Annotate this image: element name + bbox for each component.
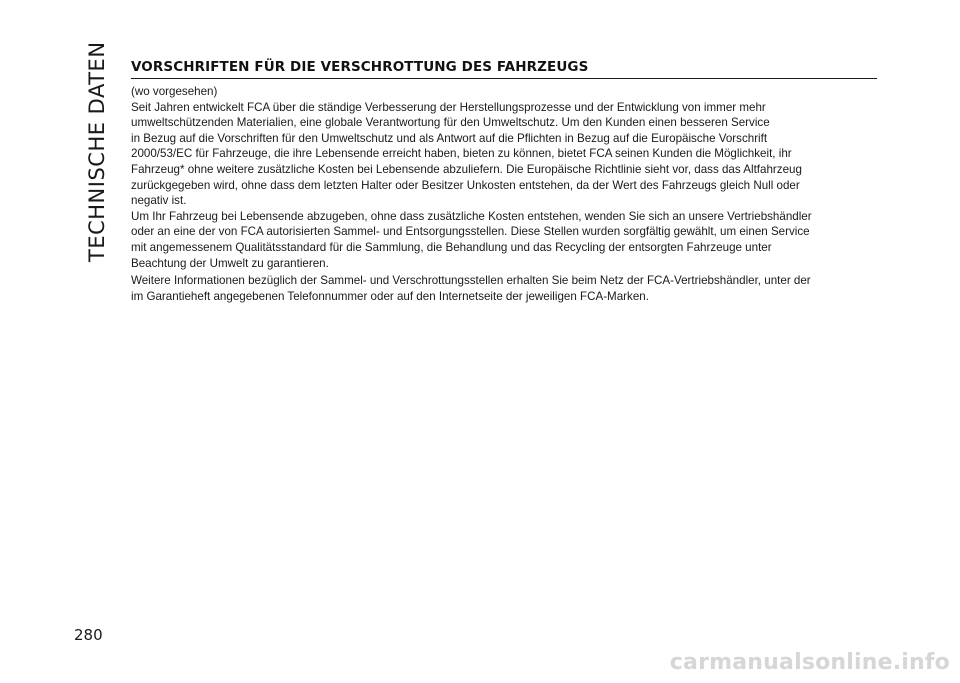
text-line: Seit Jahren entwickelt FCA über die ständige Verbesserung der Herstellungsprozesse und der Entwicklung von immer mehr — [131, 100, 766, 114]
section-side-label: TECHNISCHE DATEN — [85, 41, 109, 262]
text-line: umweltschützenden Materialien, eine globale Verantwortung für den Umweltschutz. Um den Kunden einen besseren Service — [131, 116, 770, 130]
paragraph-more-info — [131, 273, 881, 304]
section-body — [131, 84, 881, 304]
page-number: 280 — [74, 626, 103, 644]
text-line: zurückgegeben wird, ohne dass dem letzten Halter oder Besitzer Unkosten entstehen, da der Wert des Fahrzeugs gleich Null oder — [131, 178, 800, 192]
paragraph-dealers — [131, 209, 881, 271]
text-line: negativ ist. — [131, 194, 187, 208]
text-line: in Bezug auf die Vorschriften für den Umweltschutz und als Antwort auf die Pflichten in Bezug auf die Europäische Vorschrift — [131, 131, 768, 145]
text-line: mit angemessenem Qualitätsstandard für die Sammlung, die Behandlung und das Recycling der entsorgten Fahrzeuge unter — [131, 240, 772, 254]
text-line: Um Ihr Fahrzeug bei Lebensende abzugeben, ohne dass zusätzliche Kosten entstehen, wenden Sie sich an unsere Vertriebshändler — [131, 209, 812, 223]
text-line: Fahrzeug* ohne weitere zusätzliche Kosten bei Lebensende abzuliefern. Die Europäische Richtlinie sieht vor, dass das Altfahrzeug — [131, 162, 802, 176]
text-line: im Garantieheft angegebenen Telefonnummer oder auf den Internetseite der jeweiligen FCA-Marken. — [131, 289, 649, 303]
watermark: carmanualsonline.info — [669, 650, 950, 675]
section-title: VORSCHRIFTEN FÜR DIE VERSCHROTTUNG DES FAHRZEUGS — [131, 59, 589, 75]
text-line: oder an eine der von FCA autorisierten Sammel- und Entsorgungsstellen. Diese Stellen wurden sorgfältig gewählt, um einen Service — [131, 225, 810, 239]
text-line: Weitere Informationen bezüglich der Sammel- und Verschrottungsstellen erhalten Sie beim Netz der FCA-Vertriebshändler, unter der — [131, 274, 811, 288]
section-heading — [131, 58, 877, 79]
paragraph-intro — [131, 84, 881, 209]
text-line: Beachtung der Umwelt zu garantieren. — [131, 256, 329, 270]
text-line: (wo vorgesehen) — [131, 85, 218, 98]
text-line: 2000/53/EC für Fahrzeuge, die ihre Lebensende erreicht haben, bieten zu können, bietet FCA seinen Kunden die Möglichkeit, ihr — [131, 147, 792, 161]
